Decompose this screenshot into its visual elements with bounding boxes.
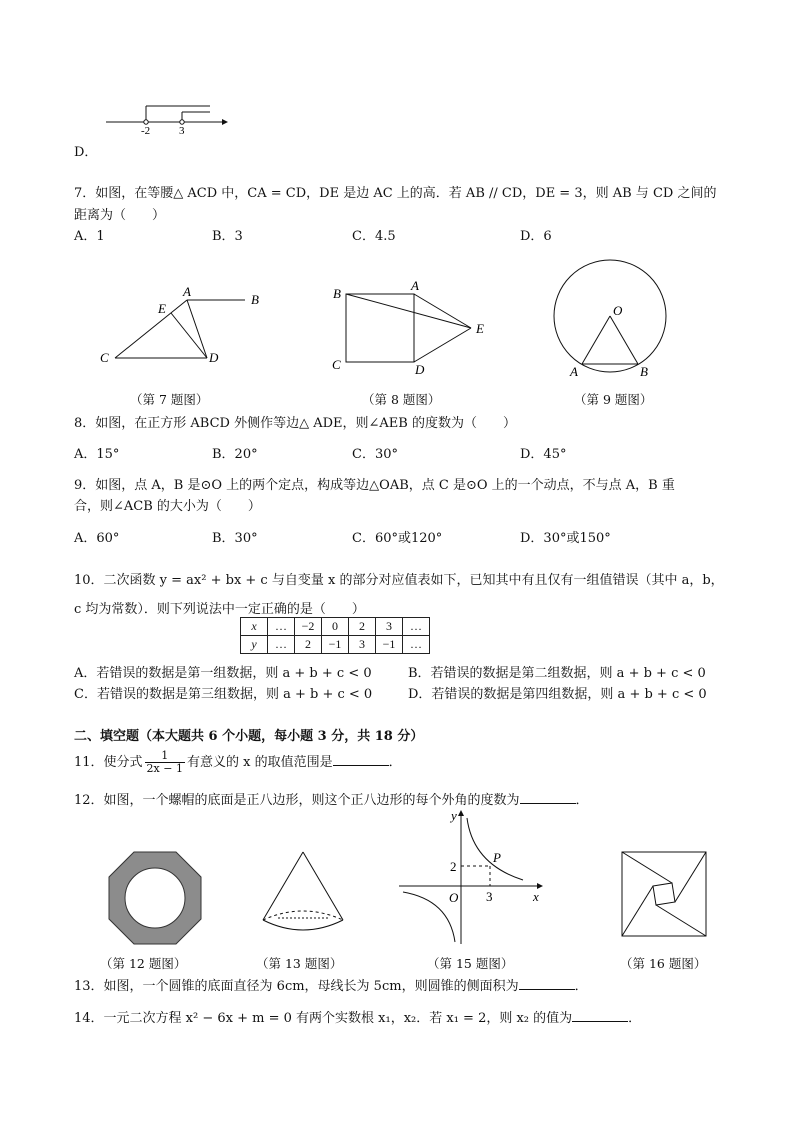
figure-12-caption: （第 12 题图）	[100, 956, 187, 971]
q13-end: ．	[574, 979, 588, 994]
fig15-label-3: 3	[486, 889, 493, 904]
table-row	[241, 636, 430, 654]
q14-answer-blank[interactable]	[572, 1009, 628, 1022]
q11-frac-den: 2x − 1	[146, 762, 183, 775]
q8-option-d: D．45°	[520, 447, 567, 462]
q11-fraction	[145, 750, 185, 775]
q6-number-line	[100, 100, 230, 136]
figure-16	[620, 850, 710, 940]
q8-option-b: B．20°	[212, 447, 258, 462]
fig8-label-a: A	[411, 278, 419, 293]
table-cell: …	[403, 636, 430, 654]
q13	[74, 975, 588, 994]
q11-prefix: 11．使分式	[74, 755, 143, 770]
q11-answer-blank[interactable]	[333, 753, 389, 766]
q10-stem-line1: 10．二次函数 y = ax² + bx + c 与自变量 x 的部分对应值表如下，已知其中有且仅有一组值错误（其中 a，b，	[74, 573, 724, 588]
q11-end: ．	[388, 755, 402, 770]
q7-option-d: D．6	[520, 229, 552, 244]
fig8-label-c: C	[332, 357, 341, 372]
q9-option-a: A．60°	[74, 531, 120, 546]
q10-option-b: B．若错误的数据是第二组数据，则 a + b + c < 0	[408, 666, 706, 681]
table-row	[241, 618, 430, 636]
fig8-label-b: B	[333, 286, 341, 301]
q14	[74, 1007, 641, 1026]
q9-option-c: C．60°或120°	[352, 531, 443, 546]
q8-option-a: A．15°	[74, 447, 120, 462]
table-cell: 3	[349, 636, 376, 654]
figure-12	[105, 848, 205, 948]
table-cell: 0	[322, 618, 349, 636]
table-cell: …	[268, 636, 295, 654]
figure-7	[95, 280, 270, 375]
fig9-label-a: A	[570, 364, 578, 379]
q9-option-b: B．30°	[212, 531, 258, 546]
fig7-label-b: B	[251, 292, 259, 307]
fig7-label-d: D	[209, 350, 219, 365]
fig9-label-o: O	[613, 303, 623, 318]
q10-value-table	[240, 617, 430, 654]
tick-neg2: -2	[141, 125, 151, 136]
q8-option-c: C．30°	[352, 447, 398, 462]
q10-option-d: D．若错误的数据是第四组数据，则 a + b + c < 0	[408, 687, 707, 702]
q7-option-a: A．1	[74, 229, 105, 244]
figure-16-caption: （第 16 题图）	[620, 956, 707, 971]
figure-15-caption: （第 15 题图）	[427, 956, 514, 971]
table-cell: …	[268, 618, 295, 636]
figure-8	[325, 278, 495, 378]
q9-stem-line1: 9．如图，点 A，B 是⊙O 上的两个定点，构成等边△OAB，点 C 是⊙O 上的一个动点，不与点 A，B 重	[74, 478, 675, 493]
q14-text: 14．一元二次方程 x² − 6x + m = 0 有两个实数根 x₁，x₂．若 x₁ = 2，则 x₂ 的值为	[74, 1011, 573, 1026]
fig8-label-e: E	[476, 321, 484, 336]
table-cell: −1	[322, 636, 349, 654]
table-cell: x	[241, 618, 268, 636]
figure-13	[258, 848, 348, 943]
table-cell: 3	[376, 618, 403, 636]
q7-option-c: C．4.5	[352, 229, 396, 244]
figure-9	[548, 258, 673, 383]
fig7-label-a: A	[183, 284, 191, 299]
figure-9-caption: （第 9 题图）	[574, 392, 653, 407]
fig15-label-y: y	[451, 808, 457, 823]
tick-3: 3	[179, 125, 185, 136]
q11-frac-num: 1	[145, 750, 185, 763]
q6-option-d: D．	[74, 145, 98, 160]
figure-8-caption: （第 8 题图）	[362, 392, 441, 407]
table-cell: 2	[295, 636, 322, 654]
q11-suffix: 有意义的 x 的取值范围是	[186, 755, 333, 770]
q13-text: 13．如图，一个圆锥的底面直径为 6cm，母线长为 5cm，则圆锥的侧面积为	[74, 979, 519, 994]
figure-15	[395, 808, 545, 948]
figure-7-caption: （第 7 题图）	[130, 392, 209, 407]
q12-text: 12．如图，一个螺帽的底面是正八边形，则这个正八边形的每个外角的度数为	[74, 793, 520, 808]
table-cell: y	[241, 636, 268, 654]
fig15-label-o: O	[449, 890, 459, 905]
q12-end: ．	[575, 793, 589, 808]
q12	[74, 789, 589, 808]
fig7-label-c: C	[100, 350, 109, 365]
q9-option-d: D．30°或150°	[520, 531, 611, 546]
q9-stem-line2: 合，则∠ACB 的大小为（ ）	[74, 499, 261, 514]
q10-stem-line2: c 均为常数）．则下列说法中一定正确的是（ ）	[74, 602, 365, 617]
q7-stem-line2: 距离为（ ）	[74, 208, 166, 223]
fig15-label-p: P	[493, 850, 501, 865]
q11	[74, 750, 402, 776]
q7-stem-line1: 7．如图，在等腰△ ACD 中，CA = CD，DE 是边 AC 上的高．若 AB // CD，DE = 3，则 AB 与 CD 之间的	[74, 186, 717, 201]
table-cell: −2	[295, 618, 322, 636]
fig8-label-d: D	[415, 362, 425, 377]
q13-answer-blank[interactable]	[519, 977, 575, 990]
fig7-label-e: E	[158, 301, 166, 316]
fig15-label-2: 2	[450, 859, 457, 874]
section-2-heading: 二、填空题（本大题共 6 个小题，每小题 3 分，共 18 分）	[74, 729, 424, 744]
table-cell: …	[403, 618, 430, 636]
q10-option-c: C．若错误的数据是第三组数据，则 a + b + c < 0	[74, 687, 373, 702]
figure-13-caption: （第 13 题图）	[256, 956, 343, 971]
fig15-label-x: x	[533, 889, 539, 904]
q7-option-b: B．3	[212, 229, 243, 244]
q8-stem: 8．如图，在正方形 ABCD 外侧作等边△ ADE，则∠AEB 的度数为（ ）	[74, 416, 516, 431]
q14-end: ．	[628, 1011, 642, 1026]
fig9-label-b: B	[640, 364, 648, 379]
table-cell: 2	[349, 618, 376, 636]
q12-answer-blank[interactable]	[520, 791, 576, 804]
q10-option-a: A．若错误的数据是第一组数据，则 a + b + c < 0	[74, 666, 372, 681]
table-cell: −1	[376, 636, 403, 654]
